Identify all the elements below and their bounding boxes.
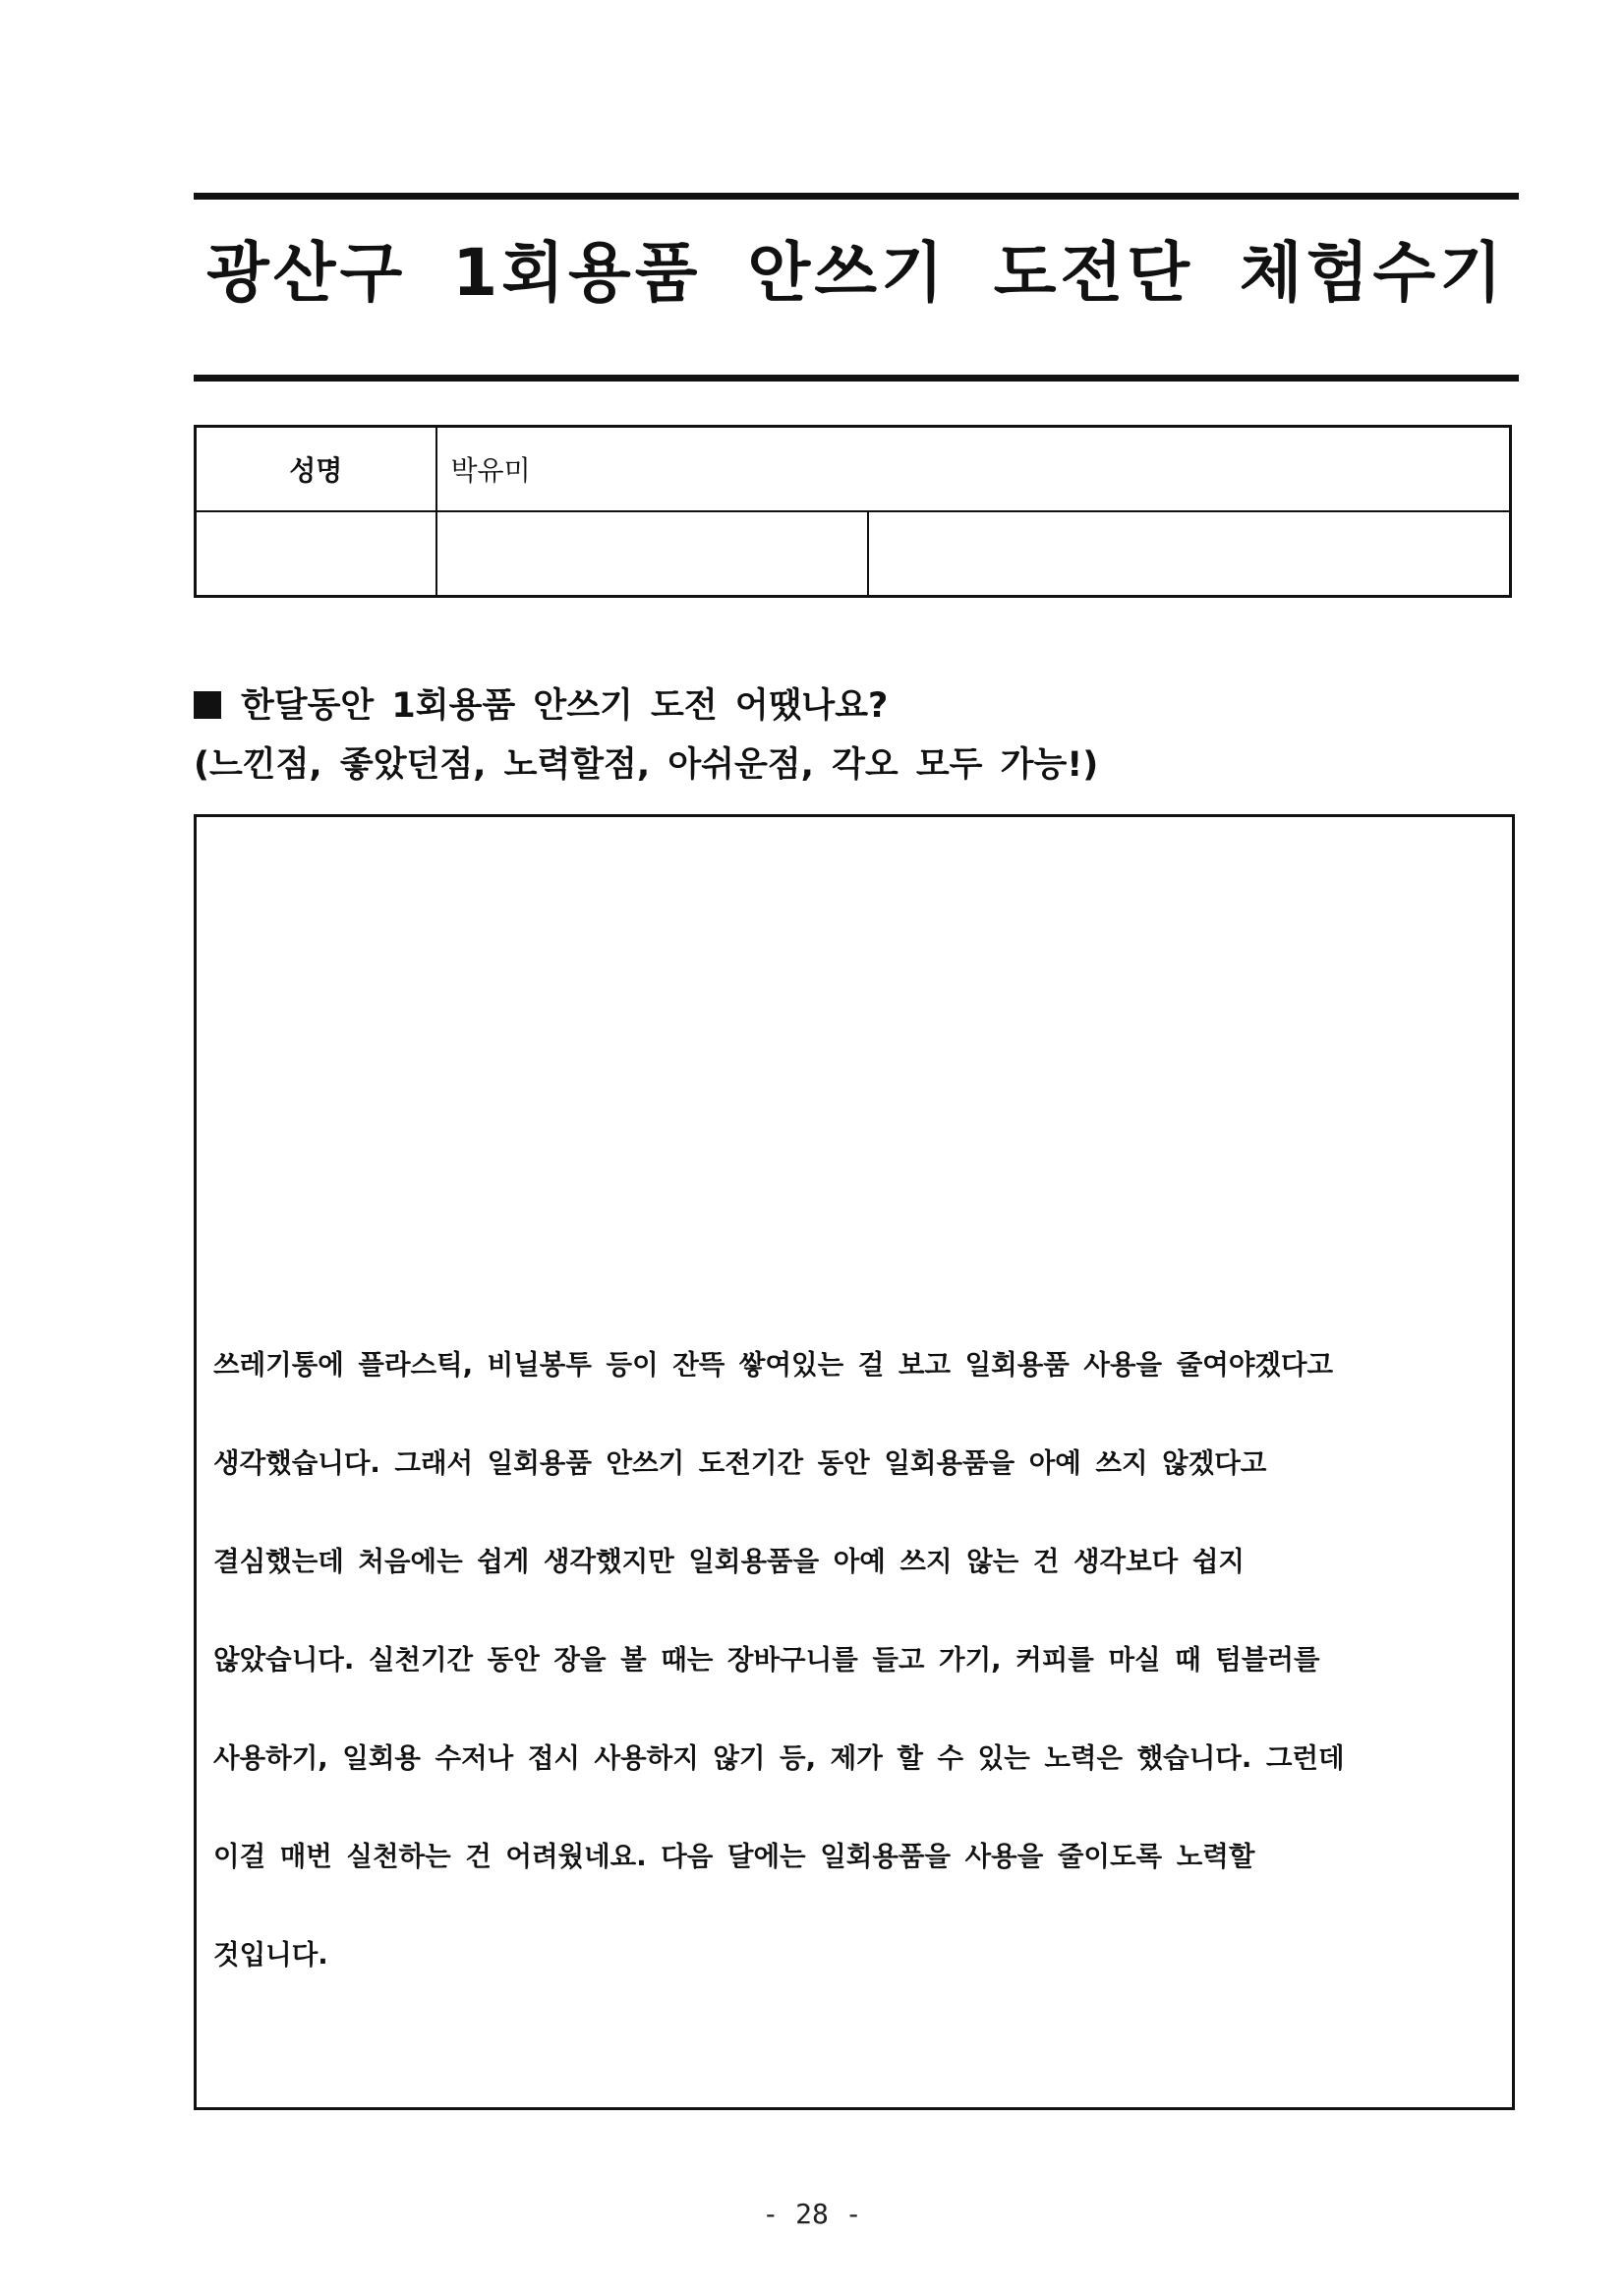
page-number: - 28 - — [762, 2198, 862, 2230]
answer-line: 생각했습니다. 그래서 일회용품 안쓰기 도전기간 동안 일회용품을 아예 쓰지 않겠다고 — [213, 1447, 1267, 1479]
info-row-name — [196, 427, 1511, 512]
answer-line: 쓰레기통에 플라스틱, 비닐봉투 등이 잔뜩 쌓여있는 걸 보고 일회용품 사용을 줄여야겠다고 — [213, 1349, 1334, 1381]
name-value: 박유미 — [436, 427, 1511, 512]
info-table — [194, 425, 1512, 598]
answer-line: 이걸 매번 실천하는 건 어려웠네요. 다음 달에는 일회용품을 사용을 줄이도록 노력할 — [213, 1841, 1255, 1872]
answer-line: 사용하기, 일회용 수저나 접시 사용하지 않기 등, 제가 할 수 있는 노력은 했습니다. 그런데 — [213, 1742, 1345, 1774]
question-heading — [194, 677, 1519, 795]
answer-box — [194, 814, 1515, 2110]
question-line-1 — [194, 677, 1519, 736]
answer-line: 결심했는데 처음에는 쉽게 생각했지만 일회용품을 아예 쓰지 않는 건 생각보다 쉽지 — [213, 1546, 1245, 1577]
info-cell-empty-2 — [436, 511, 868, 597]
answer-line: 것입니다. — [213, 1939, 328, 1971]
question-line-2: (느낀점, 좋았던점, 노력할점, 아쉬운점, 각오 모두 가능!) — [194, 745, 1099, 785]
title-bottom-rule — [194, 375, 1519, 382]
info-cell-empty-3 — [868, 511, 1511, 597]
info-row-2 — [196, 511, 1511, 597]
title-top-rule — [194, 193, 1519, 200]
question-text: 한달동안 1회용품 안쓰기 도전 어땠나요? — [241, 686, 889, 726]
answer-text — [213, 1291, 1496, 2029]
answer-line: 않았습니다. 실천기간 동안 장을 볼 때는 장바구니를 들고 가기, 커피를 마실 때 텀블러를 — [213, 1644, 1320, 1676]
square-bullet-icon — [194, 691, 221, 719]
name-label: 성명 — [196, 427, 436, 512]
info-cell-empty-1 — [196, 511, 436, 597]
document-title: 광산구 1회용품 안쓰기 도전단 체험수기 — [206, 235, 1506, 311]
